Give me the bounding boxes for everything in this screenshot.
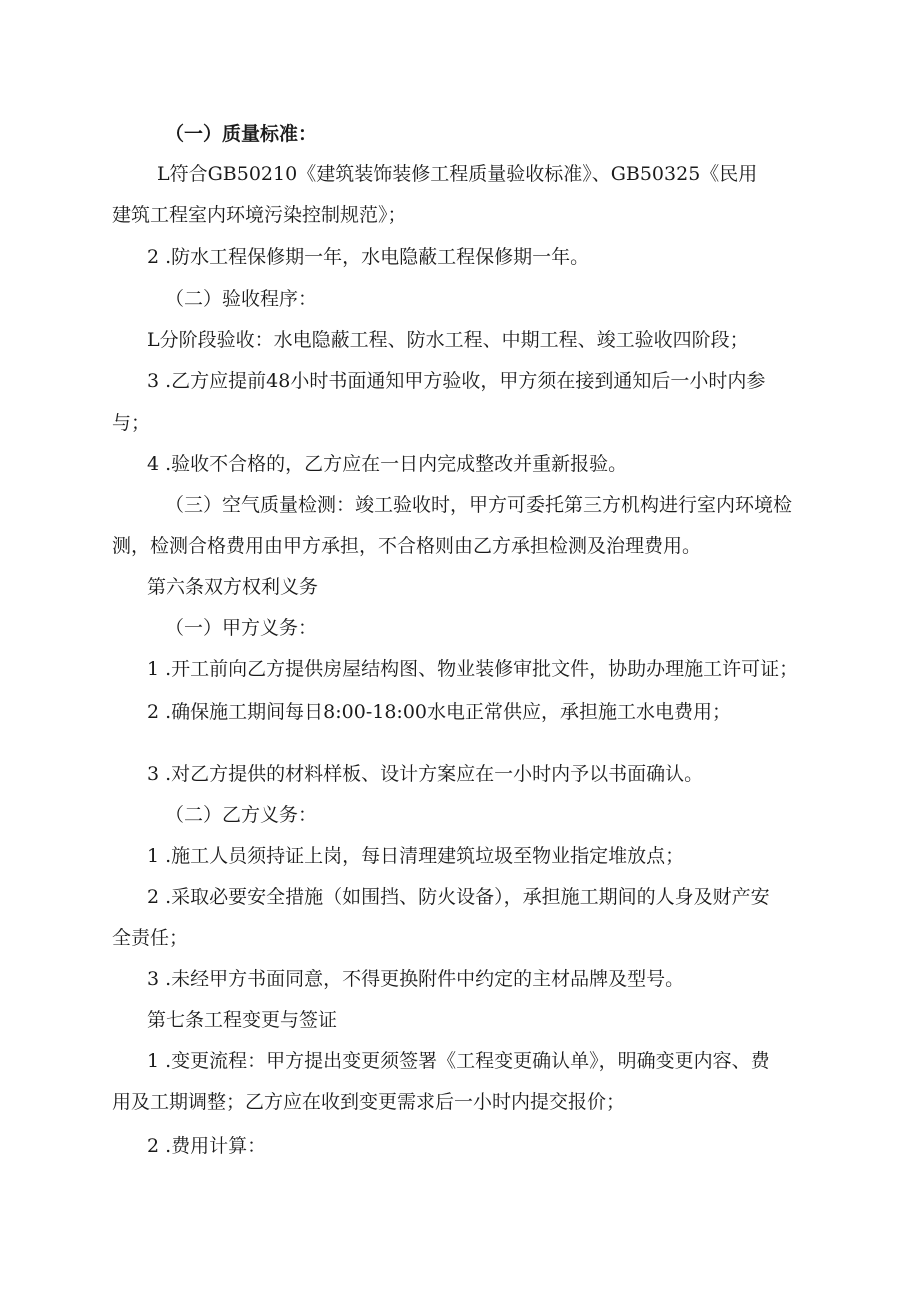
list-item: 3 .乙方应提前48小时书面通知甲方验收，甲方须在接到通知后一小时内参 bbox=[147, 370, 766, 392]
paragraph-line: 用及工期调整；乙方应在收到变更需求后一小时内提交报价； bbox=[112, 1091, 626, 1113]
section-heading-air-quality: （三）空气质量检测：竣工验收时，甲方可委托第三方机构进行室内环境检 bbox=[165, 494, 793, 516]
list-item: 2 .采取必要安全措施（如围挡、防火设备），承担施工期间的人身及财产安 bbox=[147, 886, 770, 908]
paragraph-line: L符合GB50210《建筑装饰装修工程质量验收标准》、GB50325《民用 bbox=[157, 163, 758, 185]
section-heading-party-a-obligations: （一）甲方义务： bbox=[165, 617, 318, 639]
list-item: 4 .验收不合格的，乙方应在一日内完成整改并重新报验。 bbox=[147, 453, 628, 475]
paragraph-line: 与； bbox=[112, 412, 151, 434]
list-item: 1 .开工前向乙方提供房屋结构图、物业装修审批文件，协助办理施工许可证； bbox=[147, 658, 799, 680]
list-item: 2 .防水工程保修期一年，水电隐蔽工程保修期一年。 bbox=[147, 246, 590, 268]
paragraph-line: 全责任； bbox=[112, 927, 189, 949]
section-heading-quality-standard: （一）质量标准： bbox=[165, 123, 318, 145]
list-item: 2 .费用计算： bbox=[147, 1135, 267, 1157]
article-heading-rights-obligations: 第六条双方权利义务 bbox=[147, 576, 319, 598]
article-heading-change-visa: 第七条工程变更与签证 bbox=[147, 1009, 338, 1031]
paragraph-line: 建筑工程室内环境污染控制规范》； bbox=[112, 204, 407, 226]
section-heading-acceptance-procedure: （二）验收程序： bbox=[165, 288, 318, 310]
list-item: 1 .施工人员须持证上岗，每日清理建筑垃圾至物业指定堆放点； bbox=[147, 845, 685, 867]
section-heading-party-b-obligations: （二）乙方义务： bbox=[165, 804, 318, 826]
paragraph-line: 测，检测合格费用由甲方承担，不合格则由乙方承担检测及治理费用。 bbox=[112, 535, 702, 557]
list-item: L分阶段验收：水电隐蔽工程、防水工程、中期工程、竣工验收四阶段； bbox=[147, 329, 749, 351]
list-item: 3 .对乙方提供的材料样板、设计方案应在一小时内予以书面确认。 bbox=[147, 763, 704, 785]
list-item: 3 .未经甲方书面同意，不得更换附件中约定的主材品牌及型号。 bbox=[147, 968, 685, 990]
list-item: 1 .变更流程：甲方提出变更须签署《工程变更确认单》，明确变更内容、费 bbox=[147, 1050, 770, 1072]
list-item: 2 .确保施工期间每日8:00-18:00水电正常供应，承担施工水电费用； bbox=[147, 701, 732, 723]
